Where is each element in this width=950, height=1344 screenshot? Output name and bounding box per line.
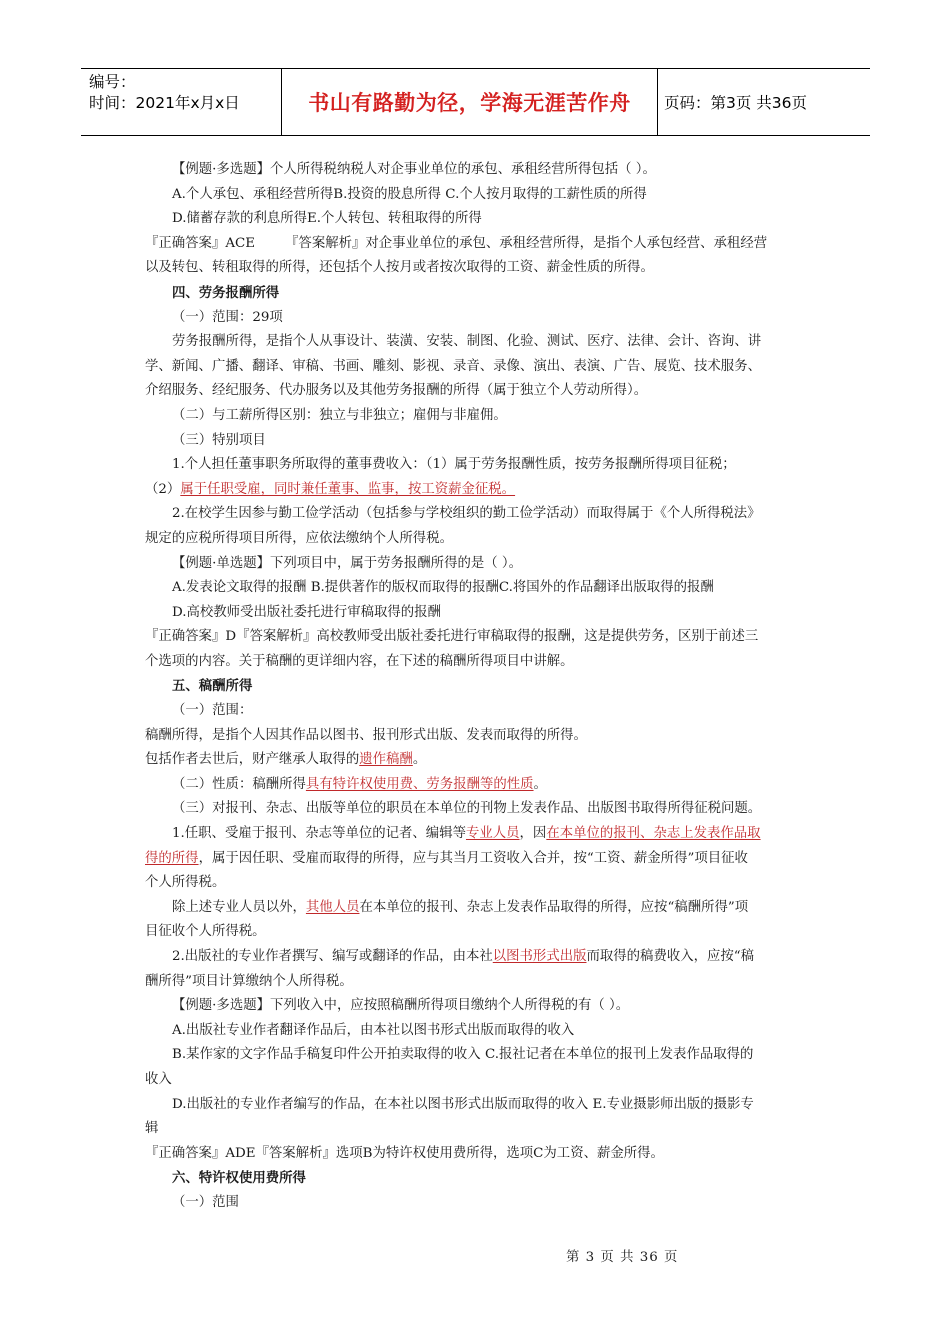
doc-date: 时间：2021年x月x日 [89,94,240,112]
header-motto: 书山有路勤为径，学海无涯苦作舟 [282,69,658,135]
s4-item-2b: 规定的应税所得项目所得，应依法缴纳个人所得税。 [145,530,453,546]
s5-nature-end: 。 [533,776,547,792]
s5-point-1-text-c: ，属于因任职、受雇而取得的所得，应与其当月工资收入合并，按“工资、薪金所得”项目征收 [198,850,748,866]
s4-def-1: 劳务报酬所得，是指个人从事设计、装潢、安装、制图、化验、测试、医疗、法律、会计、咨询、讲 [172,334,762,350]
header-page-info: 页码：第3页 共36页 [664,94,808,112]
s5-tax-3: （三）对报刊、杂志、出版等单位的职员在本单位的刊物上发表作品、出版图书取得所得征税问题。 [172,801,762,817]
s5-nature-text: （二）性质：稿酬所得 [172,776,306,792]
s4-diff: （二）与工薪所得区别：独立与非独立；雇佣与非雇佣。 [172,407,507,423]
s5-point-2-text: 2.出版社的专业作者撰写、编写或翻译的作品，由本社 [172,949,493,964]
s5-point-1-text-b: ，因 [519,826,547,842]
s5-point-1-end: 个人所得税。 [145,875,226,891]
s5-point-1-highlight-b: 在本单位的报刊、杂志上发表作品取 [546,826,761,842]
doc-code: 编号： [89,73,136,91]
s4-def-3: 介绍服务、经纪服务、代办服务以及其他劳务报酬的所得（属于独立个人劳动所得）。 [145,383,648,399]
s5-point-other-cont: 目征收个人所得税。 [145,924,266,940]
s4-question-options-2: D.高校教师受出版社委托进行审稿取得的报酬 [172,604,441,620]
q1-stem: 【例题·多选题】个人所得税纳税人对企事业单位的承包、承租经营所得包括（ ）。 [172,162,656,177]
s5-point-1-cont [145,847,808,872]
q1-answer-explain: 『答案解析』对企事业单位的承包、承租经营所得，是指个人承包经营、承租经营 [285,235,768,251]
s5-point-1-text: 1.任职、受雇于报刊、杂志等单位的记者、编辑等 [172,826,466,842]
s5-point-1 [145,822,808,847]
s5-question-option-a: A.出版社专业作者翻译作品后，由本社以图书形式出版而取得的收入 [172,1022,575,1038]
s5-nature [145,773,808,798]
s5-include [145,748,808,773]
s4-question-options-1: A.发表论文取得的报酬 B.提供著作的版权而取得的报酬C.将国外的作品翻译出版取得的报酬 [172,580,714,596]
s5-question-option-de: D.出版社的专业作者编写的作品，在本社以图书形式出版而取得的收入 E.专业摄影师出版的摄影专 [172,1096,754,1112]
s5-question-option-bc-cont: 收入 [145,1071,172,1087]
page-header [81,68,870,136]
s5-point-1-highlight-a: 专业人员 [465,826,520,842]
section-6-title: 六、特许权使用费所得 [172,1170,306,1187]
s5-point-2-text-b: 而取得的稿费收入，应按“稿 [586,949,755,964]
s5-point-other-text-b: 在本单位的报刊、杂志上发表作品取得的所得，应按“稿酬所得”项 [359,899,749,915]
s5-point-other [145,896,808,921]
s4-def-2: 学、新闻、广播、翻译、审稿、书画、雕刻、影视、录音、录像、演出、表演、广告、展览、技术服务、 [145,358,761,374]
s5-include-end: 。 [412,752,427,768]
s5-answer: 『正确答案』ADE『答案解析』选项B为特许权使用费所得，选项C为工资、薪金所得。 [145,1145,664,1161]
s5-scope: （一）范围： [172,703,253,719]
s5-include-text: 包括作者去世后，财产继承人取得的 [145,752,360,768]
s5-question-stem: 【例题·多选题】下列收入中，应按照稿酬所得项目缴纳个人所得税的有（ ）。 [172,998,630,1014]
s4-answer-1: 『正确答案』D『答案解析』高校教师受出版社委托进行审稿取得的报酬，这是提供劳务，区别于前述三 [145,629,759,645]
s6-scope: （一）范围 [172,1194,239,1210]
s5-point-2 [145,945,808,970]
s4-item-1: 1.个人担任董事职务所取得的董事费收入：（1）属于劳务报酬性质，按劳务报酬所得项目征税； [172,457,736,473]
s4-item-1b-prefix: （2） [145,481,181,497]
page-footer: 第 3 页 共 36 页 [566,1250,679,1265]
s4-item-2: 2.在校学生因参与勤工俭学活动（包括参与学校组织的勤工俭学活动）而取得属于《个人所得税法》 [172,506,761,522]
s5-nature-highlight: 具有特许权使用费、劳务报酬等的性质 [305,776,534,792]
s5-def: 稿酬所得，是指个人因其作品以图书、报刊形式出版、发表而取得的所得。 [145,727,587,743]
q1-options-2: D.储蓄存款的利息所得E.个人转包、转租取得的所得 [172,211,482,227]
s4-item-1b-highlight: 属于任职受雇，同时兼任董事、监事，按工资薪金征税。 [180,481,516,497]
q1-answer-key: 『正确答案』ACE [145,235,256,251]
s4-item-1b [145,478,808,503]
document-body [145,158,808,1216]
s5-question-option-de-cont: 辑 [145,1121,159,1137]
s4-scope: （一）范围：29项 [172,309,283,325]
header-meta [81,69,282,135]
s5-point-other-highlight: 其他人员 [305,899,360,915]
s5-point-other-text: 除上述专业人员以外， [172,899,306,915]
s4-special: （三）特别项目 [172,432,266,448]
s4-answer-2: 个选项的内容。关于稿酬的更详细内容，在下述的稿酬所得项目中讲解。 [145,653,574,669]
s5-question-option-bc: B.某作家的文字作品手稿复印件公开拍卖取得的收入 C.报社记者在本单位的报刊上发表作品取得的 [172,1047,754,1063]
s5-point-1-highlight-c: 得的所得 [145,850,199,866]
s5-point-2-highlight: 以图书形式出版 [492,949,587,964]
q1-options-1: A.个人承包、承租经营所得B.投资的股息所得 C.个人按月取得的工薪性质的所得 [172,186,647,202]
q1-answer-cont: 以及转包、转租取得的所得，还包括个人按月或者按次取得的工资、薪金性质的所得。 [145,260,654,276]
q1-answer [145,232,808,257]
section-4-title: 四、劳务报酬所得 [172,284,280,301]
section-5-title: 五、稿酬所得 [172,678,253,695]
s4-question-stem: 【例题·单选题】下列项目中，属于劳务报酬所得的是（ ）。 [172,555,522,571]
s5-point-2-cont: 酬所得”项目计算缴纳个人所得税。 [145,973,353,989]
s5-include-highlight: 遗作稿酬 [359,752,413,768]
